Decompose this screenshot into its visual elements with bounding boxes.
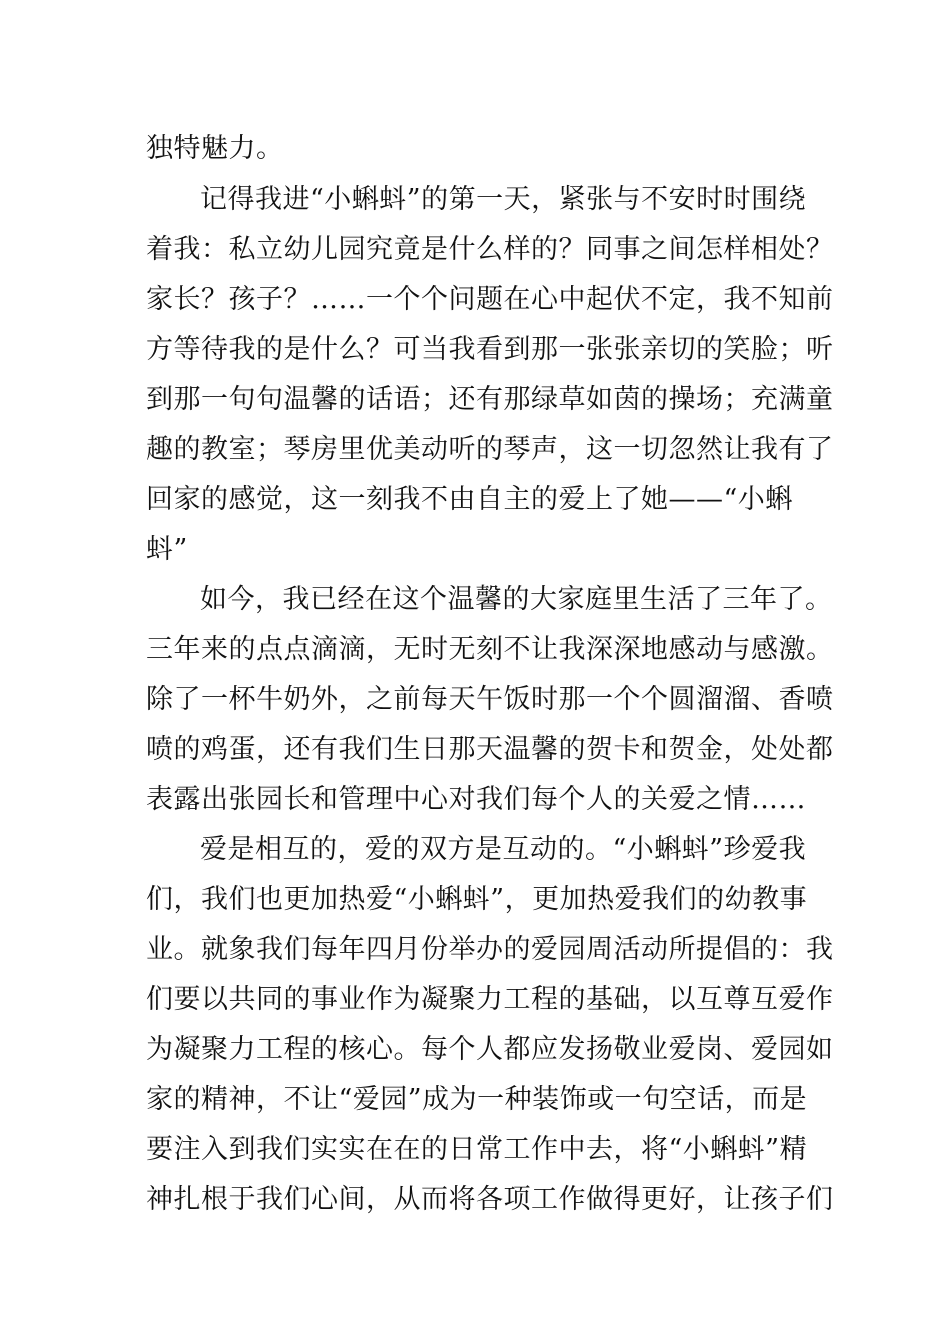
text-line: 们要以共同的事业作为凝聚力工程的基础，以互尊互爱作 — [146, 984, 834, 1015]
text-line: 方等待我的是什么？可当我看到那一张张亲切的笑脸；听 — [146, 334, 834, 365]
paragraph-first-line: 爱是相互的，爱的双方是互动的。“小蝌蚪”珍爱我 — [200, 834, 807, 865]
text-line: 三年来的点点滴滴，无时无刻不让我深深地感动与感激。 — [146, 634, 834, 665]
text-line: 要注入到我们实实在在的日常工作中去，将“小蝌蚪”精 — [146, 1134, 808, 1165]
text-line: 独特魅力。 — [146, 133, 284, 164]
paragraph-first-line: 记得我进“小蝌蚪”的第一天，紧张与不安时时围绕 — [200, 184, 807, 215]
text-line: 喷的鸡蛋，还有我们生日那天温馨的贺卡和贺金，处处都 — [146, 734, 834, 765]
text-line: 家长？孩子？……一个个问题在心中起伏不定，我不知前 — [146, 284, 834, 315]
text-line: 回家的感觉，这一刻我不由自主的爱上了她——“小蝌 — [146, 484, 793, 515]
text-line: 除了一杯牛奶外，之前每天午饭时那一个个圆溜溜、香喷 — [146, 684, 834, 715]
text-line: 蚪” — [146, 534, 188, 565]
text-line: 为凝聚力工程的核心。每个人都应发扬敬业爱岗、爱园如 — [146, 1034, 834, 1065]
text-line: 趣的教室；琴房里优美动听的琴声，这一切忽然让我有了 — [146, 434, 834, 465]
text-line: 业。就象我们每年四月份举办的爱园周活动所提倡的：我 — [146, 934, 834, 965]
text-line: 们，我们也更加热爱“小蝌蚪”，更加热爱我们的幼教事 — [146, 884, 808, 915]
text-line: 着我：私立幼儿园究竟是什么样的？同事之间怎样相处？ — [146, 234, 834, 265]
text-line: 到那一句句温馨的话语；还有那绿草如茵的操场；充满童 — [146, 384, 834, 415]
paragraph-first-line: 如今，我已经在这个温馨的大家庭里生活了三年了。 — [200, 584, 833, 615]
text-line: 表露出张园长和管理中心对我们每个人的关爱之情…… — [146, 784, 806, 815]
text-line: 家的精神，不让“爱园”成为一种装饰或一句空话，而是 — [146, 1084, 808, 1115]
text-line: 神扎根于我们心间，从而将各项工作做得更好，让孩子们 — [146, 1184, 834, 1215]
